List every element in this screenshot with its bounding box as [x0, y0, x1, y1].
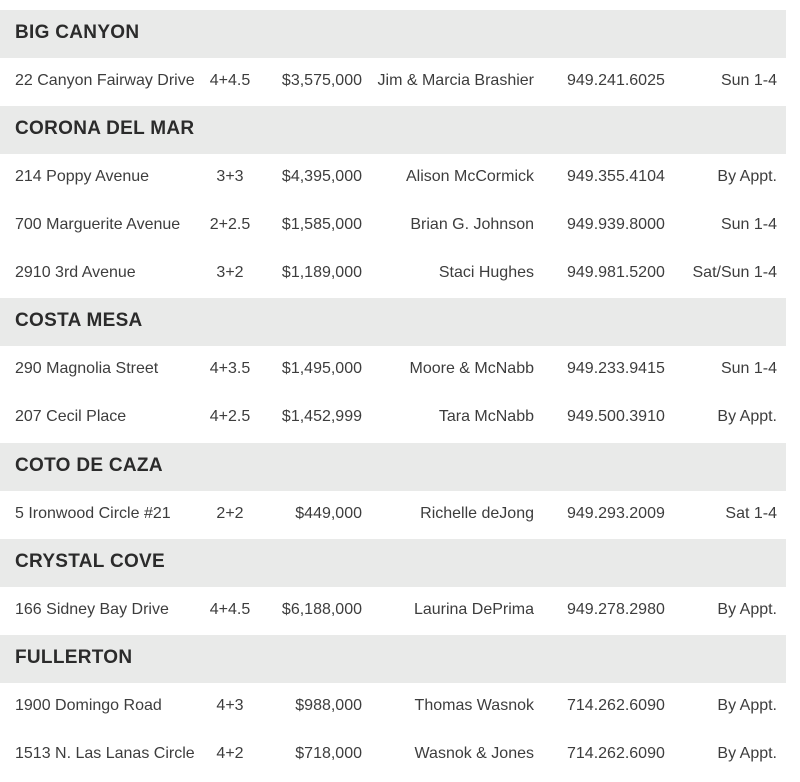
phone: 949.233.9415 [567, 360, 665, 377]
section-header [0, 106, 786, 154]
address: 214 Poppy Avenue [15, 168, 150, 185]
listing-row [0, 250, 786, 298]
section-title: FULLERTON [15, 647, 133, 668]
section-title: COSTA MESA [15, 310, 143, 331]
agent: Tara McNabb [438, 408, 534, 425]
price: $449,000 [295, 505, 362, 522]
beds-baths: 2+2.5 [209, 216, 251, 233]
open-hours: Sat 1-4 [725, 505, 777, 522]
section-header [0, 635, 786, 683]
section-title: CRYSTAL COVE [15, 551, 165, 572]
agent: Laurina DePrima [413, 601, 534, 618]
open-hours: Sat/Sun 1-4 [692, 264, 777, 281]
price: $4,395,000 [281, 168, 362, 185]
price: $988,000 [295, 697, 362, 714]
open-hours: By Appt. [717, 408, 777, 425]
address: 166 Sidney Bay Drive [15, 601, 169, 618]
phone: 949.293.2009 [567, 505, 665, 522]
address: 1900 Domingo Road [15, 697, 162, 714]
open-hours: By Appt. [717, 601, 777, 618]
listing-row [0, 346, 786, 394]
price: $6,188,000 [281, 601, 362, 618]
listing-row [0, 154, 786, 202]
open-hours: Sun 1-4 [720, 72, 777, 89]
phone: 949.278.2980 [567, 601, 665, 618]
beds-baths: 4+4.5 [209, 601, 251, 618]
section-title: BIG CANYON [15, 22, 140, 43]
section-header [0, 443, 786, 491]
agent: Alison McCormick [405, 168, 534, 185]
agent: Thomas Wasnok [414, 697, 534, 714]
section-header [0, 298, 786, 346]
open-hours: Sun 1-4 [720, 216, 777, 233]
listing-row [0, 58, 786, 106]
section-header [0, 539, 786, 587]
beds-baths: 3+3 [216, 168, 244, 185]
phone: 949.939.8000 [567, 216, 665, 233]
open-hours: Sun 1-4 [720, 360, 777, 377]
beds-baths: 4+3 [216, 697, 244, 714]
phone: 949.241.6025 [567, 72, 665, 89]
listing-row [0, 202, 786, 250]
phone: 949.500.3910 [567, 408, 665, 425]
section-header [0, 10, 786, 58]
price: $1,585,000 [281, 216, 362, 233]
phone: 714.262.6090 [567, 697, 665, 714]
open-hours: By Appt. [717, 168, 777, 185]
beds-baths: 2+2 [216, 505, 244, 522]
agent: Moore & McNabb [409, 360, 534, 377]
beds-baths: 4+4.5 [209, 72, 251, 89]
phone: 949.355.4104 [567, 168, 665, 185]
address: 290 Magnolia Street [15, 360, 159, 377]
address: 700 Marguerite Avenue [15, 216, 181, 233]
price: $3,575,000 [281, 72, 362, 89]
listing-row [0, 731, 786, 779]
listing-row [0, 587, 786, 635]
beds-baths: 4+2.5 [209, 408, 251, 425]
phone: 714.262.6090 [567, 745, 665, 762]
agent: Wasnok & Jones [414, 745, 534, 762]
price: $718,000 [295, 745, 362, 762]
open-hours: By Appt. [717, 745, 777, 762]
agent: Richelle deJong [420, 505, 534, 522]
beds-baths: 3+2 [216, 264, 244, 281]
listing-row [0, 683, 786, 731]
price: $1,452,999 [281, 408, 362, 425]
section-title: COTO DE CAZA [15, 455, 163, 476]
address: 1513 N. Las Lanas Circle [15, 745, 195, 762]
address: 2910 3rd Avenue [15, 264, 136, 281]
phone: 949.981.5200 [567, 264, 665, 281]
address: 5 Ironwood Circle #21 [15, 505, 171, 522]
beds-baths: 4+2 [216, 745, 244, 762]
listing-row [0, 394, 786, 442]
open-hours: By Appt. [717, 697, 777, 714]
agent: Jim & Marcia Brashier [377, 72, 534, 89]
address: 207 Cecil Place [15, 408, 127, 425]
price: $1,495,000 [281, 360, 362, 377]
listing-row [0, 491, 786, 539]
agent: Brian G. Johnson [410, 216, 534, 233]
price: $1,189,000 [281, 264, 362, 281]
section-title: CORONA DEL MAR [15, 118, 195, 139]
beds-baths: 4+3.5 [209, 360, 251, 377]
agent: Staci Hughes [438, 264, 534, 281]
address: 22 Canyon Fairway Drive [15, 72, 195, 89]
